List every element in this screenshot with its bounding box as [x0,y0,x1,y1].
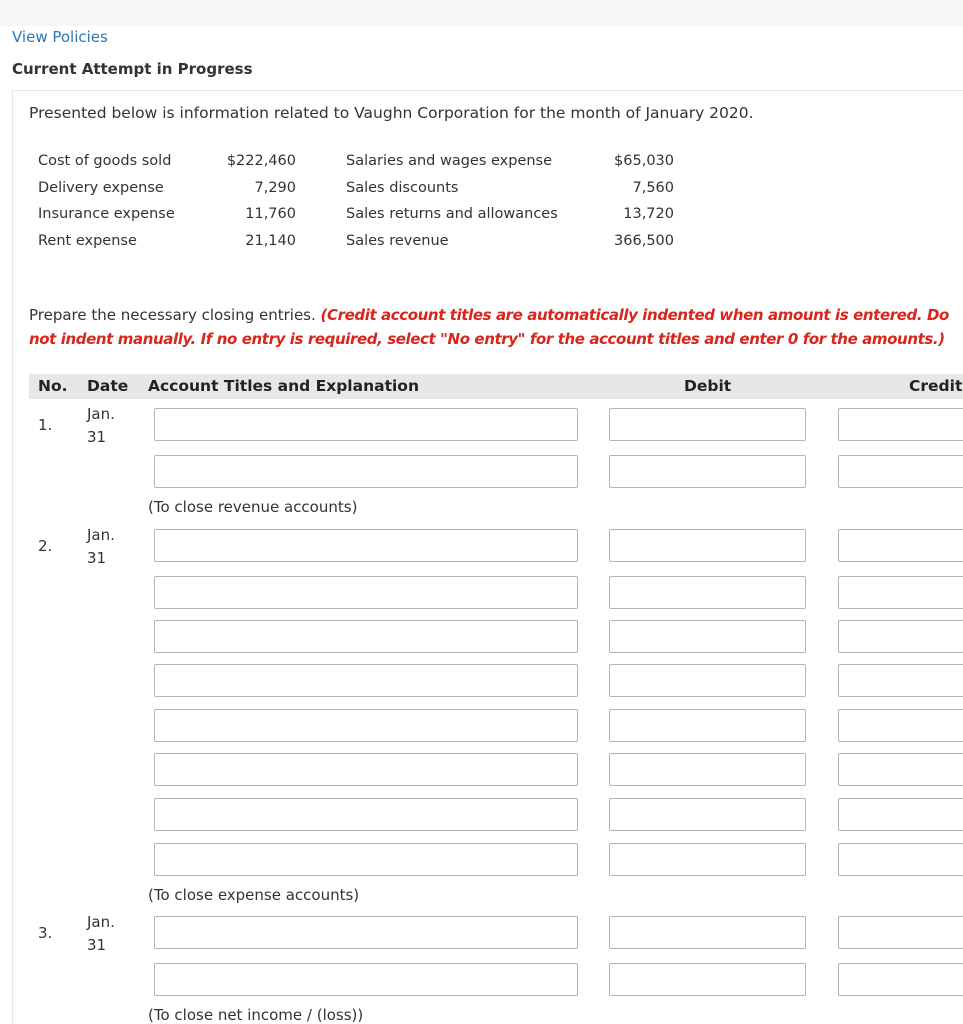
credit-input[interactable] [838,843,963,876]
debit-input[interactable] [609,709,806,742]
entry-date-month: Jan. [87,526,115,544]
debit-input[interactable] [609,843,806,876]
info-amount: 366,500 [614,233,674,249]
account-title-input[interactable] [154,664,578,697]
account-title-input[interactable] [154,576,578,609]
credit-input[interactable] [838,709,963,742]
info-amount: 11,760 [245,206,296,222]
entry-number: 1. [38,416,53,434]
debit-input[interactable] [609,753,806,786]
account-title-input[interactable] [154,529,578,562]
account-title-input[interactable] [154,753,578,786]
credit-input[interactable] [838,916,963,949]
info-amount: 7,560 [632,180,674,196]
credit-input[interactable] [838,798,963,831]
account-title-input[interactable] [154,620,578,653]
debit-input[interactable] [609,798,806,831]
entry-number: 2. [38,537,53,555]
account-title-input[interactable] [154,455,578,488]
header-credit: Credit [909,377,963,395]
panel-top-border [12,90,963,91]
info-label: Salaries and wages expense [346,153,553,169]
credit-input[interactable] [838,408,963,441]
debit-input[interactable] [609,664,806,697]
entry-date-month: Jan. [87,405,115,423]
view-policies-link[interactable]: View Policies [12,28,108,46]
debit-input[interactable] [609,963,806,996]
debit-input[interactable] [609,408,806,441]
info-amount: $222,460 [226,153,296,169]
credit-input[interactable] [838,576,963,609]
debit-input[interactable] [609,455,806,488]
attempt-title: Current Attempt in Progress [12,60,253,78]
debit-input[interactable] [609,529,806,562]
credit-input[interactable] [838,529,963,562]
account-title-input[interactable] [154,798,578,831]
info-amount: $65,030 [614,153,674,169]
debit-input[interactable] [609,620,806,653]
entry-date-day: 31 [87,428,107,446]
credit-input[interactable] [838,963,963,996]
credit-input[interactable] [838,455,963,488]
entry-date-day: 31 [87,936,107,954]
instructions [29,303,959,351]
credit-input[interactable] [838,664,963,697]
entry-explanation: (To close expense accounts) [148,886,360,904]
top-band [0,0,963,26]
info-label: Rent expense [38,233,137,249]
info-label: Sales revenue [346,233,449,249]
problem-intro: Presented below is information related to Vaughn Corporation for the month of January 2020. [29,104,754,122]
debit-input[interactable] [609,576,806,609]
account-title-input[interactable] [154,916,578,949]
entry-date-month: Jan. [87,913,115,931]
credit-input[interactable] [838,753,963,786]
entry-explanation: (To close net income / (loss)) [148,1006,364,1024]
instructions-warning: (Credit account titles are automatically indented when amount is entered. Do not indent manually. If no entry is required, select "No entry" for the account titles and enter 0 for the amounts.) [29,306,949,348]
entry-explanation: (To close revenue accounts) [148,498,358,516]
header-date: Date [87,377,129,395]
info-label: Cost of goods sold [38,153,172,169]
panel-left-border [12,90,13,1024]
entry-date-day: 31 [87,549,107,567]
account-title-input[interactable] [154,843,578,876]
info-amount: 7,290 [254,180,296,196]
info-label: Sales returns and allowances [346,206,558,222]
info-label: Insurance expense [38,206,175,222]
credit-input[interactable] [838,620,963,653]
info-label: Sales discounts [346,180,459,196]
debit-input[interactable] [609,916,806,949]
info-amount: 13,720 [623,206,674,222]
account-title-input[interactable] [154,709,578,742]
header-debit: Debit [684,377,732,395]
info-label: Delivery expense [38,180,164,196]
instructions-text: Prepare the necessary closing entries. [29,306,321,324]
header-no: No. [38,377,68,395]
entry-number: 3. [38,924,53,942]
header-account-titles: Account Titles and Explanation [148,377,419,395]
info-amount: 21,140 [245,233,296,249]
account-title-input[interactable] [154,963,578,996]
account-title-input[interactable] [154,408,578,441]
